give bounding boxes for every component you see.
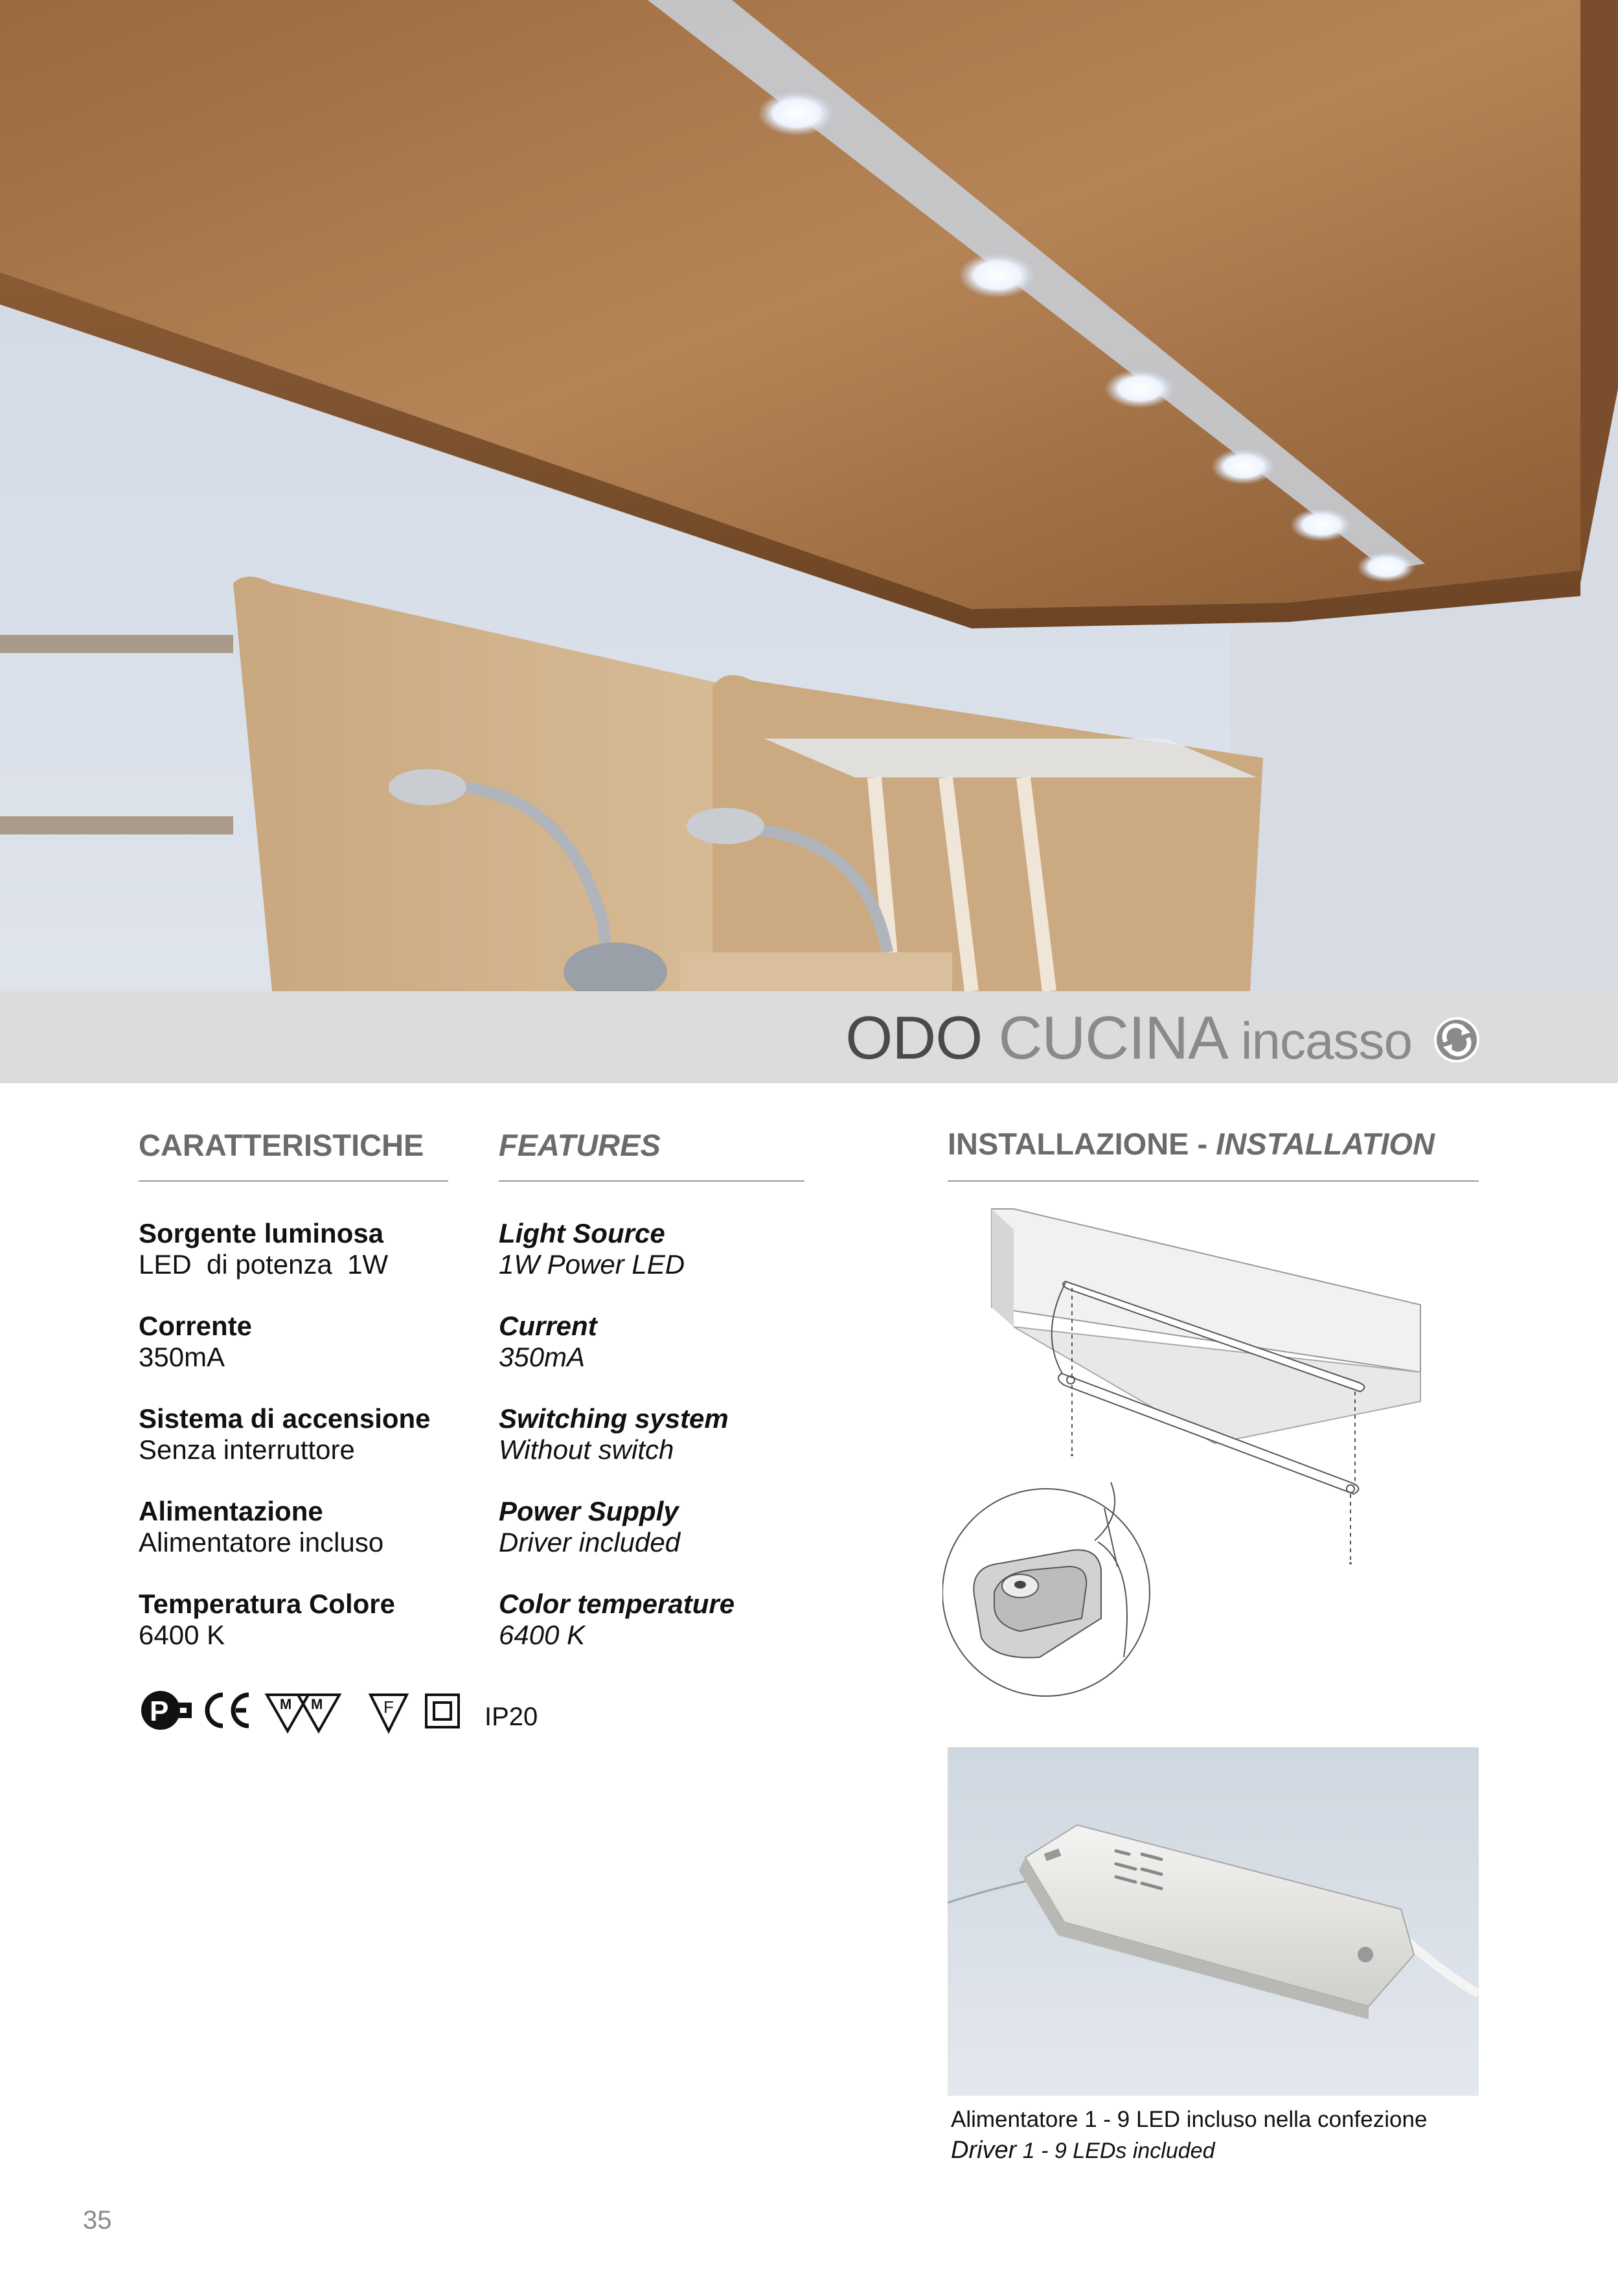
certification-marks — [139, 1684, 475, 1736]
spec-en-3 — [499, 1403, 729, 1465]
svg-text:M: M — [311, 1696, 323, 1712]
spec-en-5 — [499, 1589, 735, 1651]
spec-value: 350mA — [499, 1342, 586, 1372]
spec-value: 1W Power LED — [499, 1249, 685, 1280]
recycle-logo-icon — [1433, 1016, 1481, 1064]
features-en-heading: FEATURES — [499, 1128, 661, 1162]
spec-label: Sorgente luminosa — [139, 1218, 384, 1248]
installation-heading — [948, 1126, 1435, 1162]
spec-label: Color temperature — [499, 1589, 735, 1619]
hero-photo — [0, 0, 1618, 991]
features-it-rule — [139, 1180, 448, 1182]
spec-it-4 — [139, 1496, 383, 1558]
spec-it-1 — [139, 1218, 388, 1280]
spec-value: 6400 K — [499, 1620, 586, 1650]
page-number: 35 — [83, 2206, 112, 2234]
spec-value: LED di potenza 1W — [139, 1249, 389, 1280]
spec-value: Alimentatore incluso — [139, 1527, 384, 1557]
spec-it-3 — [139, 1403, 431, 1465]
spec-label: Switching system — [499, 1403, 729, 1434]
svg-text:F: F — [383, 1697, 394, 1717]
spec-value: 6400 K — [139, 1620, 225, 1650]
driver-caption-en-main: Driver — [951, 2137, 1017, 2164]
spec-value: Senza interruttore — [139, 1434, 355, 1465]
spec-label: Sistema di accensione — [139, 1403, 431, 1434]
double-insulation-icon — [426, 1695, 459, 1727]
spec-label: Corrente — [139, 1311, 253, 1341]
spec-value: Without switch — [499, 1434, 674, 1465]
title-incasso: incasso — [1240, 1012, 1412, 1070]
f-mark-icon — [370, 1695, 407, 1731]
driver-caption-en-rest: 1 - 9 LEDs included — [1016, 2139, 1215, 2163]
spec-value: Driver included — [499, 1527, 681, 1557]
spec-label: Light Source — [499, 1218, 665, 1248]
svg-text:M: M — [280, 1696, 292, 1712]
installation-diagram — [942, 1204, 1506, 1709]
title-odo: ODO — [845, 1004, 983, 1072]
installation-it-label: INSTALLAZIONE - — [948, 1127, 1216, 1161]
spec-en-2 — [499, 1311, 597, 1373]
spec-en-1 — [499, 1218, 685, 1280]
spec-en-4 — [499, 1496, 680, 1558]
driver-caption-en — [951, 2137, 1215, 2164]
spec-label: Current — [499, 1311, 597, 1341]
ce-mark-icon — [207, 1695, 249, 1726]
installation-en-label: INSTALLATION — [1216, 1127, 1435, 1161]
title-cucina: CUCINA — [998, 1004, 1225, 1072]
title-band — [0, 991, 1618, 1083]
spec-it-5 — [139, 1589, 395, 1651]
spec-label: Alimentazione — [139, 1496, 323, 1526]
driver-caption-it: Alimentatore 1 - 9 LED incluso nella confezione — [951, 2107, 1428, 2132]
spec-label: Temperatura Colore — [139, 1589, 395, 1619]
spec-label: Power Supply — [499, 1496, 679, 1526]
driver-photo — [948, 1747, 1479, 2096]
features-it-heading: CARATTERISTICHE — [139, 1128, 424, 1162]
spec-value: 350mA — [139, 1342, 225, 1372]
product-title — [845, 1003, 1412, 1073]
ip-rating: IP20 — [484, 1703, 538, 1731]
features-en-rule — [499, 1180, 804, 1182]
pct-mark-icon — [141, 1691, 189, 1730]
svg-text:P: P — [150, 1695, 169, 1727]
installation-rule — [948, 1180, 1479, 1182]
spec-it-2 — [139, 1311, 252, 1373]
